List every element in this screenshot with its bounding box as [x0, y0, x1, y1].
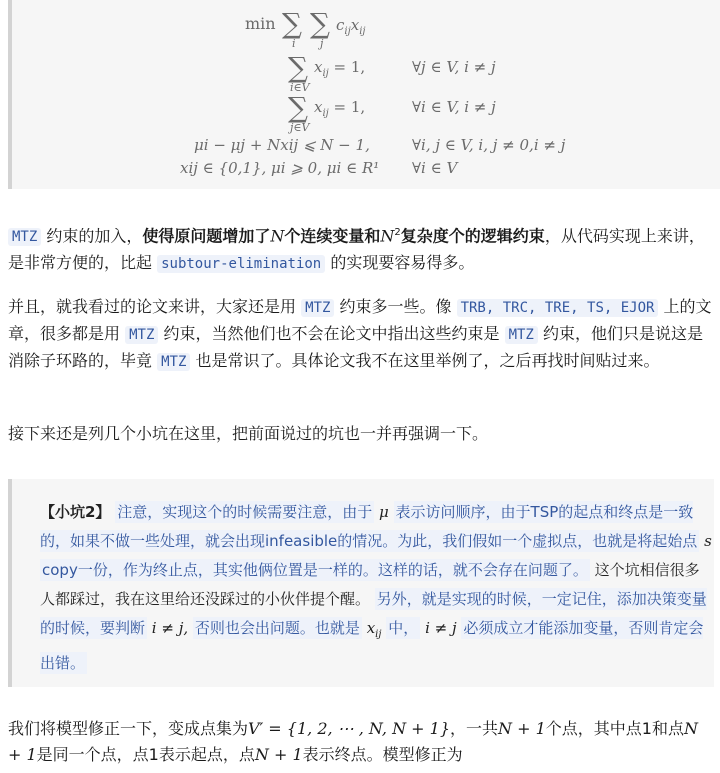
- text: ，一共: [450, 719, 499, 738]
- row2-cond: ∀i ∈ V, i ≠ j: [412, 98, 496, 116]
- row4-expr: xij ∈ {0,1}, μi ⩾ 0, μi ∈ R¹: [180, 159, 380, 177]
- objective-expr: $c_{ij}x_{ij}$: [336, 16, 366, 37]
- text: 这个坑相信很多人都踩过，我在这里给还没踩过的小伙伴提个醒。: [40, 561, 700, 608]
- sum-symbol: ∑: [288, 91, 308, 124]
- math-inline: N: [380, 226, 395, 246]
- math-inline: i ≠ j,: [151, 619, 189, 637]
- sum-sub: j∈V: [290, 121, 310, 134]
- highlight-text: 表示访问顺序，由于TSP的起点和终点是一致的，如果不做一些处理，就会出现infeasible的情况。为此，我们假如一个虚拟点，也就是将起始点: [40, 503, 698, 550]
- formula-block: [8, 0, 720, 189]
- row1-cond: ∀j ∈ V, i ≠ j: [412, 58, 496, 76]
- math-inline: N: [270, 226, 285, 246]
- row3-cond: ∀i, j ∈ V, i, j ≠ 0,i ≠ j: [412, 136, 566, 154]
- row1-expr: $x_{ij} = 1$,: [314, 58, 366, 79]
- math-inline: N + 1: [498, 719, 546, 738]
- bold-text: 个连续变量和: [284, 226, 381, 246]
- pitfall-note-text: [40, 498, 712, 678]
- objective-op: min: [245, 14, 276, 33]
- inline-code: MTZ: [505, 326, 538, 344]
- inline-code: MTZ: [8, 228, 41, 246]
- inline-code: subtour-elimination: [157, 255, 325, 273]
- text: 也是常识了。具体论文我不在这里举例了，之后再找时间贴过来。: [190, 351, 660, 370]
- sum-sub: j: [320, 37, 324, 50]
- paragraph-pitfalls-intro: 接下来还是列几个小坑在这里，把前面说过的坑也一并再强调一下。: [8, 424, 489, 443]
- note-label: 【小坑2】: [40, 503, 111, 521]
- sum-symbol: ∑: [288, 51, 308, 84]
- sum-symbol: ∑: [282, 7, 302, 40]
- bold-text: 复杂度个的逻辑约束: [400, 226, 545, 246]
- text: 表示终点。模型修正为: [302, 745, 463, 764]
- text: 我们将模型修正一下，变成点集为: [8, 719, 249, 738]
- text: 个点，其中点1和点: [545, 719, 684, 738]
- sum-sub: i: [292, 37, 296, 50]
- highlight-text: copy一份，作为终止点，其实他俩位置是一样的。这样的话，就不会存在问题了。: [42, 561, 588, 579]
- math-inline: N + 1: [254, 745, 303, 764]
- inline-code: MTZ: [301, 299, 334, 317]
- text: 并且，就我看过的论文来讲，大家还是用: [8, 297, 302, 316]
- sum-symbol: ∑: [310, 7, 330, 40]
- highlight-text: 中，: [388, 619, 419, 637]
- text: 约束，他们只是说这是消除子环路的，毕竟: [8, 324, 703, 370]
- math-sup: 2: [394, 227, 401, 238]
- math-inline: $x_{ij}$: [366, 619, 382, 640]
- text: 的实现要容易得多。: [325, 253, 475, 273]
- math-inline: s: [704, 532, 712, 550]
- highlight-text: 否则也会出问题。也就是: [194, 619, 360, 637]
- math-inline: V′ = {1, 2, ⋯ , N, N + 1}: [248, 719, 451, 738]
- inline-code: MTZ: [157, 353, 190, 371]
- text: 是同一个点，点1表示起点，点: [36, 745, 255, 764]
- row4-cond: ∀i ∈ V: [412, 159, 458, 177]
- math-inline: N + 1: [8, 719, 698, 764]
- inline-code: MTZ: [125, 326, 158, 344]
- paragraph-mtz-intro: [8, 220, 714, 277]
- bold-text: 使得原问题增加了: [142, 226, 271, 246]
- pitfall-note-block: [8, 479, 714, 687]
- text: 约束的加入，: [41, 226, 143, 246]
- math-inline: i ≠ j: [425, 619, 457, 637]
- text: 上的文章，很多都是用: [8, 297, 712, 343]
- highlight-text: 必须成立才能添加变量，否则肯定会出错。: [40, 619, 704, 672]
- highlight-text: 另外，就是实现的时候，一定记住，添加决策变量的时候，要判断: [40, 590, 707, 637]
- sum-sub: i∈V: [290, 81, 310, 94]
- text: 约束，当然他们也不会在论文中指出这些约束是: [158, 324, 505, 343]
- paragraph-model-revision: [8, 716, 714, 768]
- text: 约束多一些。像: [334, 297, 457, 316]
- row3-expr: μi − μj + Nxij ⩽ N − 1,: [194, 136, 370, 154]
- highlight-text: 注意，实现这个的时候需要注意，由于: [117, 503, 373, 521]
- math-inline: μ: [379, 503, 389, 521]
- paragraph-literature: [8, 294, 714, 375]
- text: ，从代码实现上来讲，是非常方便的，比起: [8, 226, 705, 273]
- inline-code: TRB, TRC, TRE, TS, EJOR: [457, 299, 659, 317]
- row2-expr: $x_{ij} = 1$,: [314, 98, 366, 119]
